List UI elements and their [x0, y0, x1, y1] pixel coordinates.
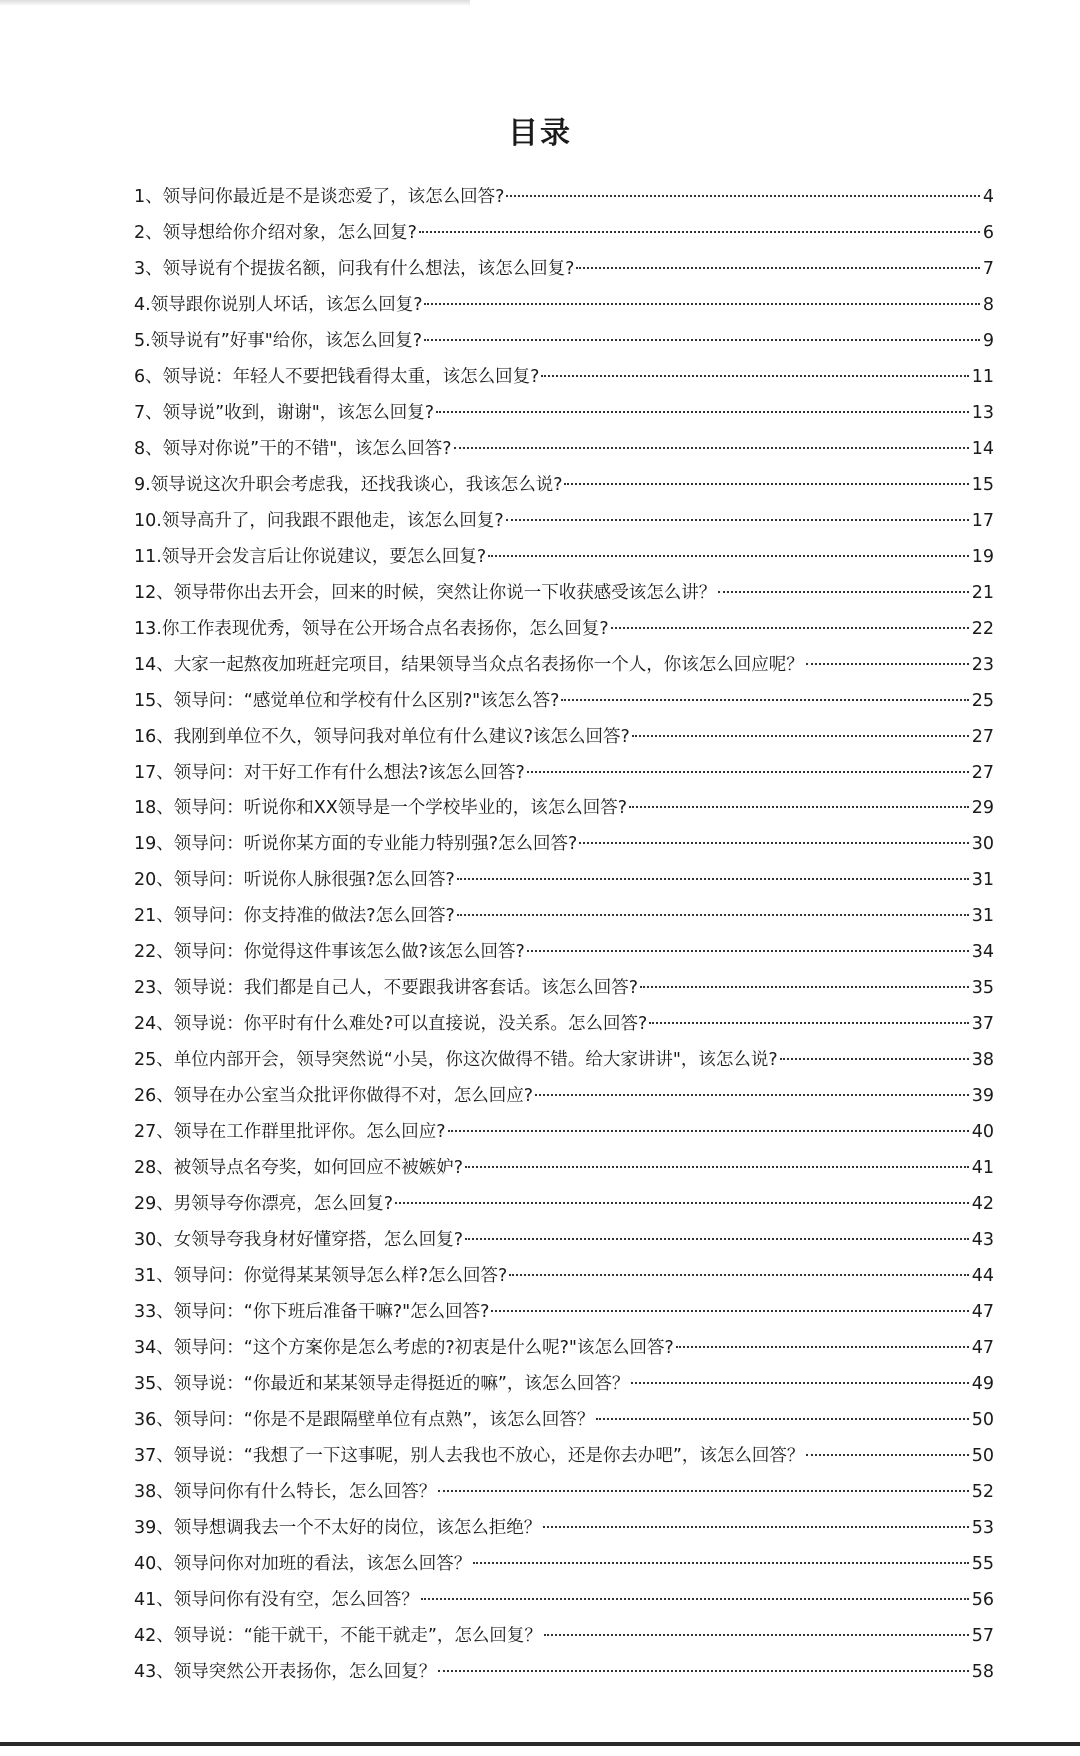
- toc-entry-title: 22、领导问：你觉得这件事该怎么做?该怎么回答?: [134, 942, 525, 963]
- dot-leader: [527, 771, 969, 773]
- toc-entry[interactable]: [134, 1187, 994, 1223]
- toc-page-number: 57: [971, 1625, 994, 1646]
- toc-page-number: 47: [971, 1338, 994, 1358]
- toc-entry-title: 21、领导问：你支持准的做法?怎么回答?: [134, 906, 455, 927]
- toc-page-number: 17: [971, 510, 994, 531]
- toc-entry-title: 24、领导说：你平时有什么难处?可以直接说，没关系。怎么回答?: [134, 1014, 648, 1035]
- toc-entry[interactable]: [134, 1619, 994, 1655]
- toc-entry[interactable]: [134, 827, 994, 863]
- toc-page-number: 7: [982, 258, 994, 279]
- toc-page-number: 47: [971, 1302, 994, 1323]
- toc-page-number: 39: [971, 1086, 994, 1107]
- toc-page-number: 58: [971, 1661, 994, 1682]
- dot-leader: [676, 1346, 969, 1348]
- toc-entry-title: 26、领导在办公室当众批评你做得不对，怎么回应?: [134, 1086, 534, 1107]
- toc-entry-title: 40、领导问你对加班的看法，该怎么回答？: [134, 1553, 472, 1574]
- dot-leader: [454, 447, 969, 449]
- dot-leader: [457, 878, 969, 880]
- toc-entry[interactable]: [134, 684, 994, 720]
- toc-entry[interactable]: [134, 1295, 994, 1331]
- toc-entry[interactable]: [134, 1439, 994, 1475]
- toc-entry-title: 37、领导说：“我想了一下这事呢，别人去我也不放心，还是你去办吧”，该怎么回答？: [134, 1445, 805, 1466]
- toc-entry[interactable]: [134, 1079, 994, 1115]
- toc-page-number: 25: [971, 690, 994, 711]
- toc-page-number: 27: [971, 762, 994, 783]
- dot-leader: [419, 231, 980, 233]
- toc-entry-title: 41、领导问你有没有空，怎么回答？: [134, 1589, 419, 1610]
- dot-leader: [544, 1634, 969, 1636]
- dot-leader: [491, 1310, 968, 1312]
- toc-entry-title: 29、男领导夸你漂亮，怎么回复?: [134, 1194, 394, 1215]
- dot-leader: [506, 519, 969, 521]
- toc-entry[interactable]: [134, 1403, 994, 1439]
- toc-page-number: 31: [971, 906, 994, 927]
- toc-entry[interactable]: [134, 791, 994, 827]
- toc-page-number: 8: [982, 294, 994, 315]
- toc-entry-title: 3、领导说有个提拔名额，问我有什么想法，该怎么回复?: [134, 258, 575, 279]
- toc-page-number: 11: [971, 366, 994, 387]
- dot-leader: [564, 483, 968, 485]
- toc-page-number: 14: [971, 438, 994, 459]
- toc-entry[interactable]: [134, 1331, 994, 1367]
- toc-page-number: 53: [971, 1517, 994, 1538]
- toc-entry[interactable]: [134, 612, 994, 648]
- toc-page-number: 43: [971, 1230, 994, 1251]
- toc-entry[interactable]: [134, 540, 994, 576]
- toc-entry[interactable]: [134, 1007, 994, 1043]
- scan-edge-shadow: [0, 0, 470, 6]
- toc-entry-title: 10.领导高升了，问我跟不跟他走，该怎么回复?: [134, 510, 504, 531]
- toc-entry[interactable]: [134, 1043, 994, 1079]
- dot-leader: [438, 1670, 968, 1672]
- toc-entry[interactable]: [134, 720, 994, 756]
- toc-page-number: 31: [971, 870, 994, 891]
- dot-leader: [438, 1490, 968, 1492]
- dot-leader: [527, 950, 969, 952]
- toc-page-number: 49: [971, 1373, 994, 1394]
- dot-leader: [421, 1598, 969, 1600]
- toc-entry[interactable]: [134, 468, 994, 504]
- toc-entry-title: 16、我刚到单位不久，领导问我对单位有什么建议?该怎么回答?: [134, 726, 630, 747]
- toc-entry[interactable]: [134, 396, 994, 432]
- toc-page-number: 13: [971, 402, 994, 423]
- dot-leader: [465, 1166, 969, 1168]
- toc-page-number: 52: [971, 1481, 994, 1502]
- dot-leader: [543, 1526, 968, 1528]
- toc-page-number: 44: [971, 1266, 994, 1287]
- dot-leader: [535, 1094, 969, 1096]
- bottom-border: [0, 1742, 1080, 1746]
- toc-entry-title: 34、领导问：“这个方案你是怎么考虑的?初衷是什么呢?"该怎么回答?: [134, 1338, 674, 1358]
- toc-entry[interactable]: [134, 971, 994, 1007]
- toc-page-number: 23: [971, 654, 994, 675]
- toc-page-number: 4: [982, 187, 994, 207]
- toc-page-number: 9: [982, 330, 994, 351]
- toc-entry-title: 28、被领导点名夸奖，如何回应不被嫉妒?: [134, 1158, 464, 1179]
- dot-leader: [465, 1238, 969, 1240]
- toc-entry-title: 14、大家一起熬夜加班赶完项目，结果领导当众点名表扬你一个人，你该怎么回应呢？: [134, 654, 804, 675]
- toc-entry-title: 18、领导问：听说你和XX领导是一个学校毕业的，该怎么回答?: [134, 798, 628, 819]
- toc-entry-title: 9.领导说这次升职会考虑我，还找我谈心，我该怎么说?: [134, 474, 563, 495]
- toc-entry[interactable]: [134, 756, 994, 792]
- toc-entry[interactable]: [134, 1367, 994, 1403]
- toc-entry-title: 2、领导想给你介绍对象，怎么回复?: [134, 222, 417, 243]
- toc-page-number: 21: [971, 582, 994, 603]
- toc-page-number: 27: [971, 726, 994, 747]
- toc-entry[interactable]: [134, 1583, 994, 1619]
- toc-entry-title: 39、领导想调我去一个不太好的岗位，该怎么拒绝？: [134, 1517, 542, 1538]
- toc-entry-title: 23、领导说：我们都是自己人，不要跟我讲客套话。该怎么回答?: [134, 978, 639, 999]
- dot-leader: [629, 806, 969, 808]
- toc-entry[interactable]: [134, 1511, 994, 1547]
- toc-entry-title: 27、领导在工作群里批评你。怎么回应?: [134, 1122, 446, 1143]
- toc-entry[interactable]: [134, 432, 994, 468]
- dot-leader: [632, 735, 969, 737]
- dot-leader: [611, 627, 969, 629]
- toc-page-number: 56: [971, 1589, 994, 1610]
- toc-page-number: 38: [971, 1050, 994, 1071]
- toc-entry-title: 15、领导问：“感觉单位和学校有什么区别?"该怎么答?: [134, 690, 560, 711]
- toc-entry-title: 4.领导跟你说别人坏话，该怎么回复?: [134, 294, 423, 315]
- toc-entry[interactable]: [134, 1547, 994, 1583]
- dot-leader: [509, 1274, 968, 1276]
- toc-entry-title: 8、领导对你说”干的不错"，该怎么回答?: [134, 438, 452, 459]
- toc-entry[interactable]: [134, 180, 994, 216]
- toc-entry-title: 20、领导问：听说你人脉很强?怎么回答?: [134, 870, 455, 891]
- dot-leader: [780, 1058, 969, 1060]
- dot-leader: [448, 1130, 969, 1132]
- dot-leader: [506, 195, 979, 197]
- toc-entry[interactable]: [134, 935, 994, 971]
- dot-leader: [473, 1562, 968, 1564]
- toc-entry[interactable]: [134, 324, 994, 360]
- toc-page-number: 42: [971, 1194, 994, 1215]
- toc-entry-title: 38、领导问你有什么特长，怎么回答？: [134, 1481, 437, 1502]
- dot-leader: [488, 555, 969, 557]
- toc-entry-title: 43、领导突然公开表扬你，怎么回复？: [134, 1661, 437, 1682]
- toc-entry-title: 11.领导开会发言后让你说建议，要怎么回复?: [134, 546, 487, 567]
- dot-leader: [718, 591, 968, 593]
- toc-entry[interactable]: [134, 504, 994, 540]
- toc-entry-title: 25、单位内部开会，领导突然说“小吴，你这次做得不错。给大家讲讲"，该怎么说?: [134, 1050, 778, 1071]
- dot-leader: [424, 303, 979, 305]
- toc-entry[interactable]: [134, 1151, 994, 1187]
- toc-entry-title: 1、领导问你最近是不是谈恋爱了，该怎么回答?: [134, 187, 505, 207]
- toc-page-number: 29: [971, 798, 994, 819]
- toc-entry-title: 12、领导带你出去开会，回来的时候，突然让你说一下收获感受该怎么讲？: [134, 582, 717, 603]
- page-title: 目录: [508, 116, 572, 151]
- toc-page-number: 55: [971, 1553, 994, 1574]
- toc-page-number: 50: [971, 1445, 994, 1466]
- dot-leader: [806, 663, 969, 665]
- dot-leader: [436, 411, 969, 413]
- toc-page-number: 37: [971, 1014, 994, 1035]
- toc-page-number: 35: [971, 978, 994, 999]
- toc-entry[interactable]: [134, 576, 994, 612]
- toc-page-number: 6: [982, 222, 994, 243]
- dot-leader: [649, 1022, 968, 1024]
- dot-leader: [806, 1454, 968, 1456]
- dot-leader: [424, 339, 980, 341]
- dot-leader: [576, 267, 979, 269]
- toc-entry-title: 35、领导说：“你最近和某某领导走得挺近的嘛”，该怎么回答？: [134, 1373, 630, 1394]
- toc-entry-title: 7、领导说”收到，谢谢"，该怎么回复?: [134, 402, 435, 423]
- toc-entry-title: 33、领导问：“你下班后准备干嘛?"怎么回答?: [134, 1302, 490, 1323]
- dot-leader: [457, 914, 969, 916]
- toc-entry[interactable]: [134, 1223, 994, 1259]
- toc-page-number: 30: [971, 834, 994, 855]
- dot-leader: [395, 1202, 969, 1204]
- dot-leader: [561, 699, 968, 701]
- toc-entry[interactable]: [134, 1475, 994, 1511]
- toc-entry-title: 30、女领导夸我身材好懂穿搭，怎么回复?: [134, 1230, 464, 1251]
- dot-leader: [640, 986, 969, 988]
- toc-entry[interactable]: [134, 899, 994, 935]
- toc-page-number: 19: [971, 546, 994, 567]
- toc-entry[interactable]: [134, 216, 994, 252]
- toc-entry[interactable]: [134, 360, 994, 396]
- dot-leader: [579, 842, 968, 844]
- toc-entry-title: 36、领导问：“你是不是跟隔壁单位有点熟”，该怎么回答？: [134, 1409, 595, 1430]
- dot-leader: [596, 1418, 968, 1420]
- toc-entry-title: 31、领导问：你觉得某某领导怎么样?怎么回答?: [134, 1266, 508, 1287]
- toc-entry-title: 42、领导说：“能干就干，不能干就走”，怎么回复？: [134, 1625, 542, 1646]
- toc-entry-title: 6、领导说：年轻人不要把钱看得太重，该怎么回复?: [134, 366, 540, 387]
- dot-leader: [631, 1382, 968, 1384]
- toc-entry[interactable]: [134, 648, 994, 684]
- dot-leader: [541, 375, 968, 377]
- toc-entry[interactable]: [134, 1115, 994, 1151]
- table-of-contents: [134, 180, 994, 1691]
- toc-page-number: 22: [971, 618, 994, 639]
- toc-entry[interactable]: [134, 1655, 994, 1691]
- toc-entry[interactable]: [134, 1259, 994, 1295]
- toc-page-number: 41: [971, 1158, 994, 1179]
- toc-entry-title: 19、领导问：听说你某方面的专业能力特别强?怎么回答?: [134, 834, 578, 855]
- toc-page-number: 40: [971, 1122, 994, 1143]
- toc-page-number: 34: [971, 942, 994, 963]
- toc-page-number: 15: [971, 474, 994, 495]
- toc-entry-title: 13.你工作表现优秀，领导在公开场合点名表扬你，怎么回复?: [134, 618, 609, 639]
- toc-page-number: 50: [971, 1409, 994, 1430]
- toc-entry[interactable]: [134, 863, 994, 899]
- toc-entry[interactable]: [134, 252, 994, 288]
- toc-entry-title: 17、领导问：对干好工作有什么想法?该怎么回答?: [134, 762, 525, 783]
- toc-entry-title: 5.领导说有”好事"给你，该怎么回复?: [134, 330, 423, 351]
- toc-entry[interactable]: [134, 288, 994, 324]
